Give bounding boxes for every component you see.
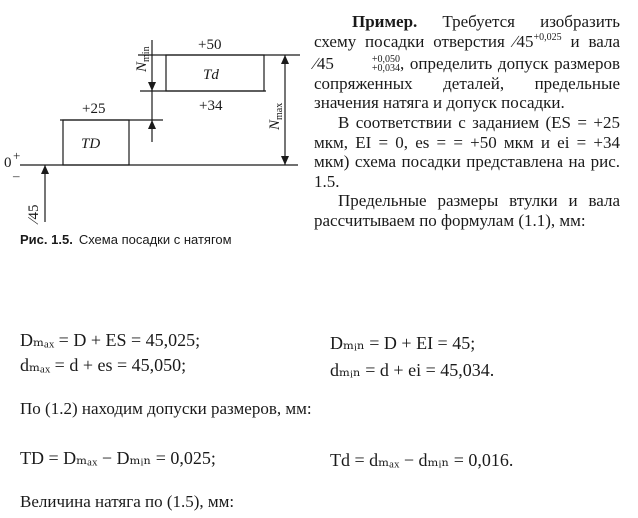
paragraph-assignment: В соответствии с заданием (ES = +25 мкм, EI = 0, es = = +50 мкм и ei = +34 мкм) схема посадки представлена на рис. 1.5. — [314, 112, 620, 191]
label-nmax: $N_{max}$ — [267, 102, 285, 130]
nmin-arrow-up — [148, 120, 156, 129]
equation-td-hole: TD = Dₘₐₓ − Dₘᵢₙ = 0,025; — [20, 448, 216, 468]
label-plus: + — [13, 148, 21, 163]
nominal-arrow-up — [41, 165, 49, 174]
equation-dmin-hole: Dₘᵢₙ = D + EI = 45; — [330, 333, 476, 353]
label-plus50: +50 — [198, 37, 222, 53]
text-tolerances: По (1.2) находим допуски размеров, мм: — [20, 399, 312, 418]
label-plus25: +25 — [82, 101, 106, 117]
caption-text: Схема посадки с натягом — [78, 232, 232, 247]
nmax-arrow-down — [281, 156, 289, 165]
nmax-arrow-up — [281, 55, 289, 64]
label-nmin: $N_{min}$ — [134, 46, 152, 72]
text-interference: Величина натяга по (1.5), мм: — [20, 492, 235, 511]
fit-scheme-diagram — [0, 0, 315, 230]
equation-td-shaft: Td = dₘₐₓ − dₘᵢₙ = 0,016. — [330, 450, 514, 470]
caption-label: Рис. 1.5. — [20, 232, 73, 247]
paragraph-example: Пример. Требуется изобразить схему посадки отверстия $∕45^{+0,025}$ и вала ∕45 +0,050 +0,034 , определить допуск размеров сопряженных деталей, предельные значения натяга и допуск посадки. — [314, 12, 620, 113]
equation-dmin-shaft: dₘᵢₙ = d + ei = 45,034. — [330, 360, 495, 380]
figure-caption — [20, 232, 320, 247]
label-zero: 0 — [4, 155, 12, 171]
equation-dmax-shaft: dₘₐₓ = d + es = 45,050; — [20, 355, 187, 375]
equation-dmax-hole: Dₘₐₓ = D + ES = 45,025; — [20, 330, 201, 350]
right-text-column — [314, 12, 620, 231]
label-td-shaft: Td — [203, 67, 219, 83]
label-nominal: ∕45 — [26, 204, 42, 222]
label-minus: – — [13, 168, 20, 183]
label-td-hole: TD — [81, 136, 101, 152]
label-plus34: +34 — [199, 98, 223, 114]
nmin-arrow-down — [148, 82, 156, 91]
paragraph-limit-sizes: Предельные размеры втулки и вала рассчитываем по формулам (1.1), мм: — [314, 191, 620, 230]
